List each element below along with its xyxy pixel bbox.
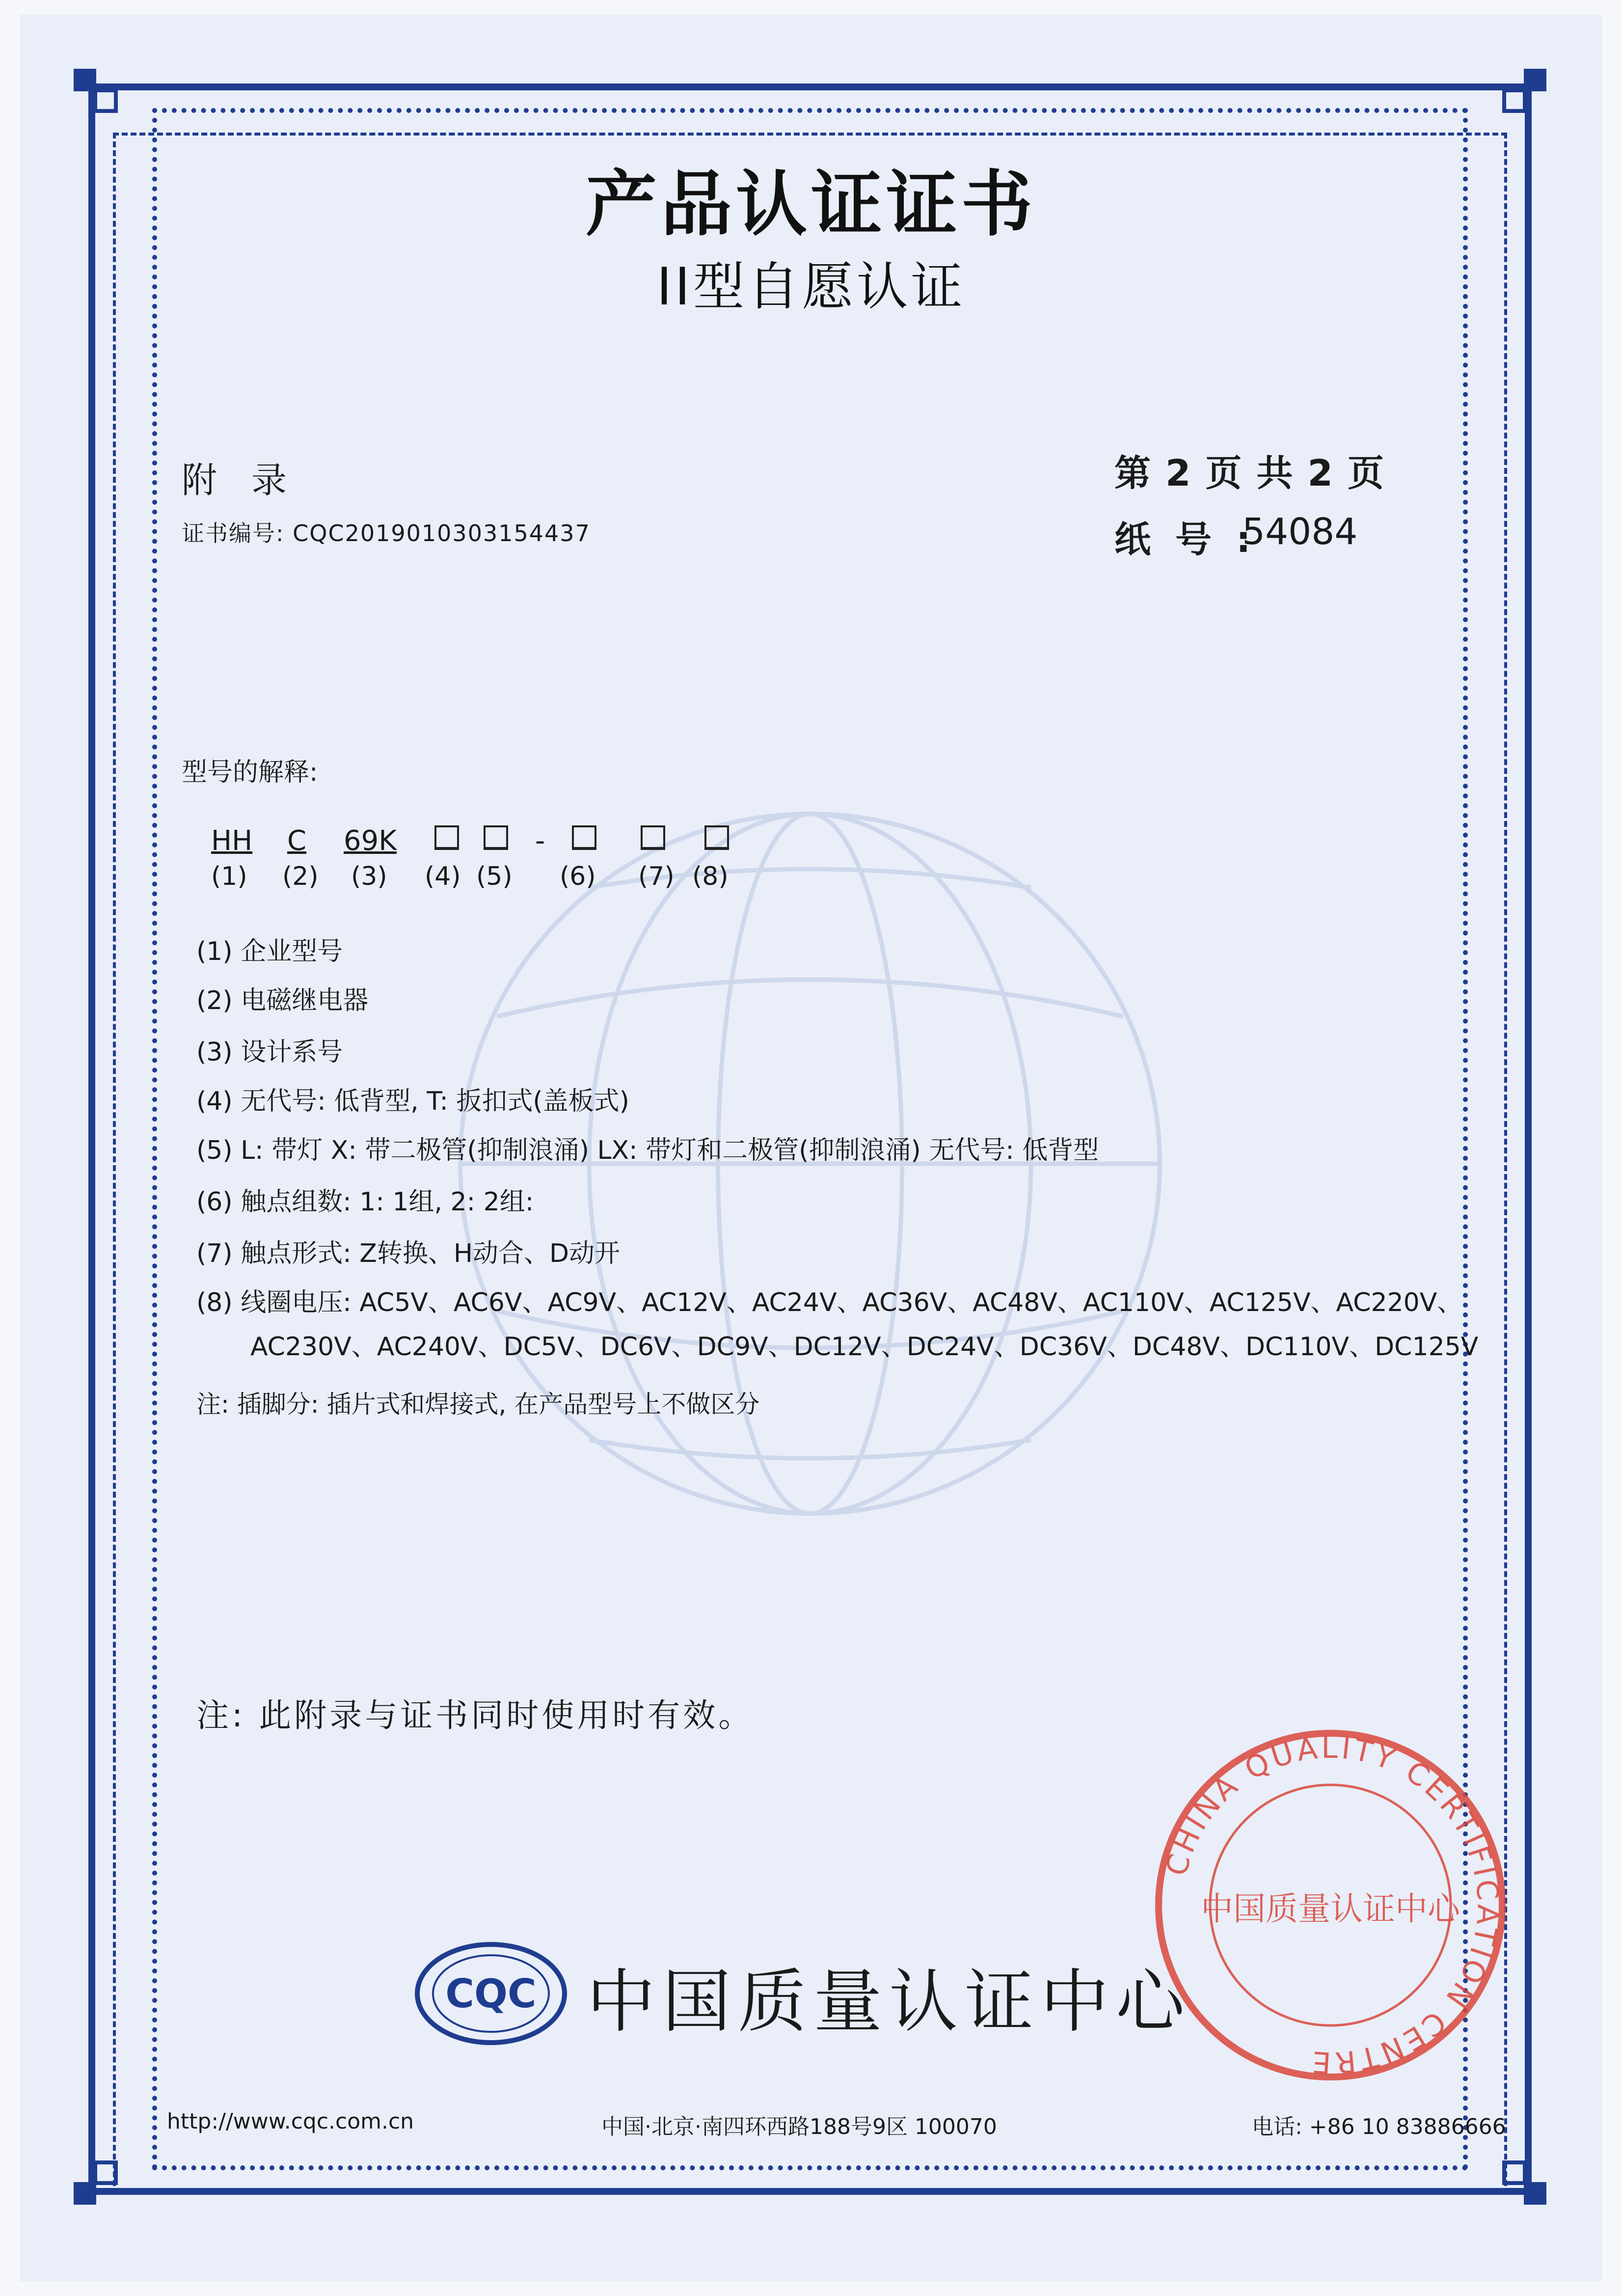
code-number: (5) (476, 862, 513, 891)
model-item: (8) 线圈电压: AC5V、AC6V、AC9V、AC12V、AC24V、AC36V、AC48V、AC110V、AC125V、AC220V、 (196, 1288, 1463, 1317)
corner-ornament (74, 2160, 118, 2205)
code-box (641, 825, 665, 857)
code-part: 69K (344, 825, 397, 857)
footer-website[interactable]: http://www.cqc.com.cn (167, 2109, 414, 2134)
corner-ornament (1502, 69, 1546, 113)
code-part: C (287, 825, 307, 857)
model-heading: 型号的解释: (182, 758, 318, 787)
code-number: (7) (638, 862, 675, 891)
official-seal-icon (1154, 1728, 1507, 2082)
paper-number: 54084 (1242, 511, 1358, 553)
model-item: (3) 设计系号 (196, 1038, 343, 1067)
code-number: (4) (425, 862, 461, 891)
certificate-title: 产品认证证书 (586, 163, 1036, 246)
model-item: (7) 触点形式: Z转换、H动合、D动开 (196, 1239, 621, 1268)
code-part: HH (211, 825, 253, 857)
corner-ornament (1502, 2160, 1546, 2205)
corner-ornament (74, 69, 118, 113)
code-box (434, 825, 459, 857)
svg-text:CQC: CQC (445, 1971, 537, 2017)
pin-note: 注: 插脚分: 插片式和焊接式, 在产品型号上不做区分 (196, 1390, 760, 1419)
code-number: (2) (282, 862, 319, 891)
model-item: (2) 电磁继电器 (196, 986, 369, 1015)
code-box (484, 825, 508, 857)
svg-text:CHINA QUALITY CERTIFICATION CE: CHINA QUALITY CERTIFICATION CENTRE (1159, 1730, 1505, 2080)
footer-address: 中国·北京·南四环西路188号9区 100070 (601, 2114, 997, 2139)
code-box (704, 825, 729, 857)
certificate-number: 证书编号: CQC2019010303154437 (182, 520, 591, 547)
footer-phone: 电话: +86 10 83886666 (1252, 2114, 1506, 2139)
code-number: (8) (692, 862, 729, 891)
model-item-continued: AC230V、AC240V、DC5V、DC6V、DC9V、DC12V、DC24V、DC36V、DC48V、DC110V、DC125V (250, 1332, 1479, 1362)
appendix-label: 附录 (182, 460, 322, 501)
validity-note: 注: 此附录与证书同时使用时有效。 (196, 1696, 754, 1734)
model-item: (4) 无代号: 低背型, T: 扳扣式(盖板式) (196, 1087, 629, 1116)
organization-name: 中国质量认证中心 (587, 1962, 1192, 2042)
paper-number-label: 纸号: (1114, 519, 1275, 561)
code-number: (1) (211, 862, 247, 891)
page-info: 第 2 页 共 2 页 (1114, 452, 1384, 494)
code-dash: - (535, 825, 545, 857)
model-item: (6) 触点组数: 1: 1组, 2: 2组: (196, 1187, 534, 1217)
svg-text:中国质量认证中心: 中国质量认证中心 (1201, 1890, 1460, 1928)
code-number: (3) (351, 862, 387, 891)
cqc-logo-icon (412, 1940, 569, 2048)
code-box (572, 825, 596, 857)
code-number: (6) (560, 862, 596, 891)
model-item: (1) 企业型号 (196, 937, 343, 966)
model-item: (5) L: 带灯 X: 带二极管(抑制浪涌) LX: 带灯和二极管(抑制浪涌) 无代号: 低背型 (196, 1136, 1099, 1165)
certificate-subtitle: II型自愿认证 (656, 257, 966, 317)
